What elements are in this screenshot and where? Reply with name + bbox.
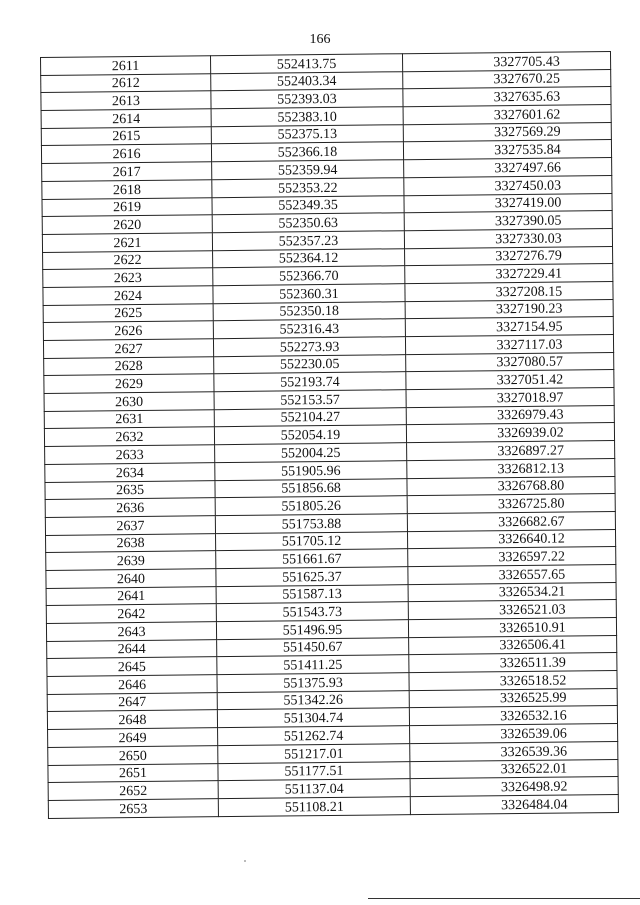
coord-x-cell: 552366.70 [213, 266, 405, 286]
coord-x-cell: 551342.26 [217, 690, 409, 710]
coord-y-cell: 3327569.29 [403, 122, 611, 142]
coord-x-cell: 552350.18 [213, 301, 405, 321]
coord-x-cell: 551856.68 [215, 478, 407, 498]
point-number-cell: 2645 [47, 657, 217, 676]
point-number-cell: 2628 [44, 356, 214, 375]
coord-x-cell: 552366.18 [211, 142, 403, 162]
coord-y-cell: 3326557.65 [408, 564, 616, 584]
point-number-cell: 2617 [42, 162, 212, 181]
coord-y-cell: 3326510.91 [408, 617, 616, 637]
point-number-cell: 2643 [46, 622, 216, 641]
point-number-cell: 2649 [48, 728, 218, 747]
coord-y-cell: 3327080.57 [406, 352, 614, 372]
coord-x-cell: 552364.12 [213, 248, 405, 268]
point-number-cell: 2631 [44, 409, 214, 428]
coord-y-cell: 3326498.92 [410, 777, 618, 797]
coord-x-cell: 552350.63 [212, 213, 404, 233]
coord-x-cell: 551587.13 [216, 584, 408, 604]
point-number-cell: 2618 [42, 180, 212, 199]
point-number-cell: 2623 [43, 268, 213, 287]
coord-x-cell: 551905.96 [215, 460, 407, 480]
coord-y-cell: 3327190.23 [405, 299, 613, 319]
coord-y-cell: 3326597.22 [408, 547, 616, 567]
coord-x-cell: 552193.74 [214, 372, 406, 392]
coord-y-cell: 3326534.21 [408, 582, 616, 602]
coord-y-cell: 3327208.15 [405, 281, 613, 301]
coord-x-cell: 552360.31 [213, 284, 405, 304]
point-number-cell: 2629 [44, 374, 214, 393]
point-number-cell: 2616 [41, 144, 211, 163]
coord-y-cell: 3327229.41 [405, 264, 613, 284]
coord-y-cell: 3326682.67 [407, 511, 615, 531]
coord-y-cell: 3327276.79 [405, 246, 613, 266]
point-number-cell: 2641 [46, 586, 216, 605]
coord-x-cell: 551661.67 [216, 549, 408, 569]
coordinate-table-container [40, 51, 618, 818]
coord-x-cell: 552004.25 [215, 443, 407, 463]
coord-y-cell: 3327018.97 [406, 388, 614, 408]
point-number-cell: 2625 [43, 303, 213, 322]
coord-x-cell: 552357.23 [212, 231, 404, 251]
coord-x-cell: 552375.13 [211, 124, 403, 144]
point-number-cell: 2636 [45, 498, 215, 517]
coord-y-cell: 3326939.02 [406, 423, 614, 443]
coord-x-cell: 552349.35 [212, 195, 404, 215]
coord-x-cell: 552153.57 [214, 390, 406, 410]
point-number-cell: 2635 [45, 480, 215, 499]
coord-x-cell: 552359.94 [212, 160, 404, 180]
coord-x-cell: 552273.93 [213, 337, 405, 357]
coord-x-cell: 551450.67 [217, 637, 409, 657]
coord-y-cell: 3327450.03 [404, 175, 612, 195]
coord-x-cell: 551375.93 [217, 673, 409, 693]
coord-x-cell: 552393.03 [211, 89, 403, 109]
coord-x-cell: 551543.73 [216, 602, 408, 622]
point-number-cell: 2650 [48, 745, 218, 764]
point-number-cell: 2644 [47, 639, 217, 658]
coord-x-cell: 552230.05 [214, 354, 406, 374]
point-number-cell: 2622 [43, 250, 213, 269]
coord-x-cell: 551108.21 [218, 797, 410, 817]
coord-x-cell: 551625.37 [216, 567, 408, 587]
point-number-cell: 2633 [45, 445, 215, 464]
coord-x-cell: 551411.25 [217, 655, 409, 675]
point-number-cell: 2651 [48, 763, 218, 782]
coord-y-cell: 3326522.01 [410, 759, 618, 779]
coord-x-cell: 552316.43 [213, 319, 405, 339]
coord-x-cell: 552383.10 [211, 107, 403, 127]
coord-x-cell: 551753.88 [215, 514, 407, 534]
coord-y-cell: 3327705.43 [402, 52, 610, 72]
point-number-cell: 2619 [42, 197, 212, 216]
coord-x-cell: 551705.12 [215, 531, 407, 551]
coord-x-cell: 551304.74 [217, 708, 409, 728]
page-number: 166 [309, 32, 331, 47]
coord-y-cell: 3327635.63 [403, 87, 611, 107]
point-number-cell: 2630 [44, 392, 214, 411]
point-number-cell: 2632 [44, 427, 214, 446]
point-number-cell: 2652 [48, 781, 218, 800]
coordinate-table [40, 51, 619, 819]
coord-y-cell: 3326506.41 [409, 635, 617, 655]
coord-y-cell: 3326897.27 [407, 441, 615, 461]
coord-y-cell: 3326539.06 [410, 724, 618, 744]
coord-y-cell: 3326511.39 [409, 653, 617, 673]
coord-y-cell: 3326539.36 [410, 741, 618, 761]
point-number-cell: 2634 [45, 463, 215, 482]
point-number-cell: 2648 [47, 710, 217, 729]
coord-y-cell: 3326518.52 [409, 671, 617, 691]
coord-x-cell: 551217.01 [218, 743, 410, 763]
point-number-cell: 2640 [46, 569, 216, 588]
coord-y-cell: 3327601.62 [403, 105, 611, 125]
coord-x-cell: 551177.51 [218, 761, 410, 781]
point-number-cell: 2627 [43, 339, 213, 358]
coord-y-cell: 3327535.84 [403, 140, 611, 160]
point-number-cell: 2653 [48, 799, 218, 818]
point-number-cell: 2638 [46, 533, 216, 552]
coord-y-cell: 3326525.99 [409, 688, 617, 708]
point-number-cell: 2620 [42, 215, 212, 234]
point-number-cell: 2647 [47, 692, 217, 711]
point-number-cell: 2613 [41, 91, 211, 110]
point-number-cell: 2614 [41, 109, 211, 128]
coord-y-cell: 3326521.03 [408, 600, 616, 620]
coord-y-cell: 3327390.05 [404, 211, 612, 231]
coord-y-cell: 3327497.66 [404, 158, 612, 178]
coordinate-table-body [41, 52, 619, 818]
coord-x-cell: 552104.27 [214, 407, 406, 427]
point-number-cell: 2621 [42, 233, 212, 252]
point-number-cell: 2624 [43, 286, 213, 305]
coord-y-cell: 3326532.16 [409, 706, 617, 726]
scan-speck [244, 860, 246, 862]
coord-y-cell: 3326768.80 [407, 476, 615, 496]
coord-y-cell: 3327051.42 [406, 370, 614, 390]
coord-y-cell: 3327117.03 [405, 335, 613, 355]
coord-y-cell: 3326484.04 [410, 794, 618, 814]
point-number-cell: 2611 [41, 56, 211, 75]
point-number-cell: 2612 [41, 73, 211, 92]
coord-x-cell: 551137.04 [218, 779, 410, 799]
coord-y-cell: 3327154.95 [405, 317, 613, 337]
coord-x-cell: 551496.95 [216, 620, 408, 640]
coord-y-cell: 3326725.80 [407, 494, 615, 514]
coord-x-cell: 552353.22 [212, 178, 404, 198]
coord-y-cell: 3327419.00 [404, 193, 612, 213]
coord-y-cell: 3326979.43 [406, 405, 614, 425]
coord-x-cell: 552403.34 [211, 71, 403, 91]
footer-rule [368, 898, 640, 899]
coord-y-cell: 3327670.25 [403, 69, 611, 89]
point-number-cell: 2637 [45, 516, 215, 535]
point-number-cell: 2646 [47, 675, 217, 694]
coord-x-cell: 552054.19 [214, 425, 406, 445]
point-number-cell: 2639 [46, 551, 216, 570]
point-number-cell: 2626 [43, 321, 213, 340]
coord-y-cell: 3326640.12 [407, 529, 615, 549]
coord-x-cell: 552413.75 [210, 54, 402, 74]
point-number-cell: 2642 [46, 604, 216, 623]
point-number-cell: 2615 [41, 126, 211, 145]
coord-y-cell: 3327330.03 [404, 228, 612, 248]
coord-y-cell: 3326812.13 [407, 458, 615, 478]
coord-x-cell: 551805.26 [215, 496, 407, 516]
coord-x-cell: 551262.74 [218, 726, 410, 746]
